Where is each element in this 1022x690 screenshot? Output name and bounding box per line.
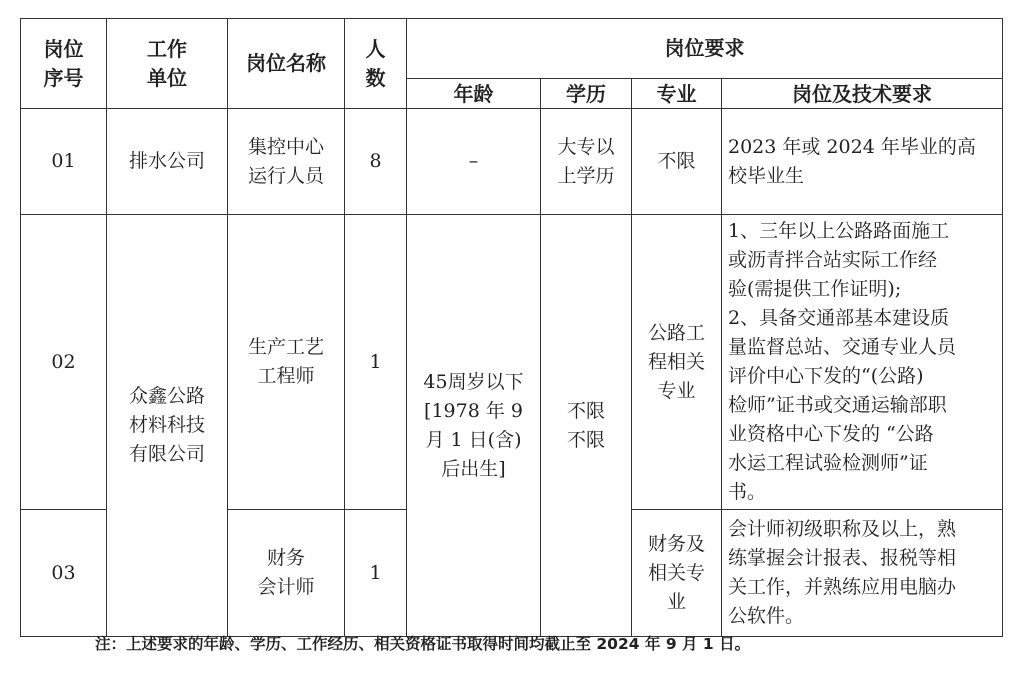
table-row	[21, 109, 1003, 215]
header-tech: 岗位及技术要求	[722, 79, 1003, 109]
row1-tech: 2023 年或 2024 年毕业的高 校毕业生	[722, 109, 1003, 215]
row3-count: 1	[345, 510, 407, 637]
row2-education: 不限 不限	[541, 215, 632, 637]
row2-major: 公路工 程相关 专业	[632, 215, 722, 510]
row3-seq: 03	[21, 510, 107, 637]
row3-major: 财务及 相关专 业	[632, 510, 722, 637]
row1-position-name: 集控中心 运行人员	[228, 109, 345, 215]
row1-major: 不限	[632, 109, 722, 215]
header-count: 人 数	[345, 19, 407, 109]
row3-position-name: 财务 会计师	[228, 510, 345, 637]
row2-age: 45周岁以下 [1978 年 9 月 1 日(含) 后出生]	[407, 215, 541, 637]
recruitment-table	[20, 18, 1003, 637]
row1-age: –	[407, 109, 541, 215]
header-seq: 岗位 序号	[21, 19, 107, 109]
header-education: 学历	[541, 79, 632, 109]
header-major: 专业	[632, 79, 722, 109]
row1-count: 8	[345, 109, 407, 215]
header-unit: 工作 单位	[107, 19, 228, 109]
row2-count: 1	[345, 215, 407, 510]
row1-seq: 01	[21, 109, 107, 215]
header-age: 年龄	[407, 79, 541, 109]
row1-education: 大专以 上学历	[541, 109, 632, 215]
row2-seq: 02	[21, 215, 107, 510]
table-row	[21, 215, 1003, 510]
row2-unit: 众鑫公路 材料科技 有限公司	[107, 215, 228, 637]
row2-position-name: 生产工艺 工程师	[228, 215, 345, 510]
footnote: 注：上述要求的年龄、学历、工作经历、相关资格证书取得时间均截止至 2024 年 9 月 1 日。	[95, 635, 751, 653]
header-position-name: 岗位名称	[228, 19, 345, 109]
row2-tech: 1、三年以上公路路面施工 或沥青拌合站实际工作经 验(需提供工作证明); 2、具备交通部基本建设质 量监督总站、交通专业人员 评价中心下发的“(公路) 检师”证书或交通运输部职 业资格中心下发的 “公路 水运工程试验检测师”证 书。	[722, 215, 1003, 510]
row1-unit: 排水公司	[107, 109, 228, 215]
header-requirements: 岗位要求	[407, 19, 1003, 79]
row3-tech: 会计师初级职称及以上，熟 练掌握会计报表、报税等相 关工作，并熟练应用电脑办 公软件。	[722, 510, 1003, 637]
header-row-top	[21, 19, 1003, 79]
